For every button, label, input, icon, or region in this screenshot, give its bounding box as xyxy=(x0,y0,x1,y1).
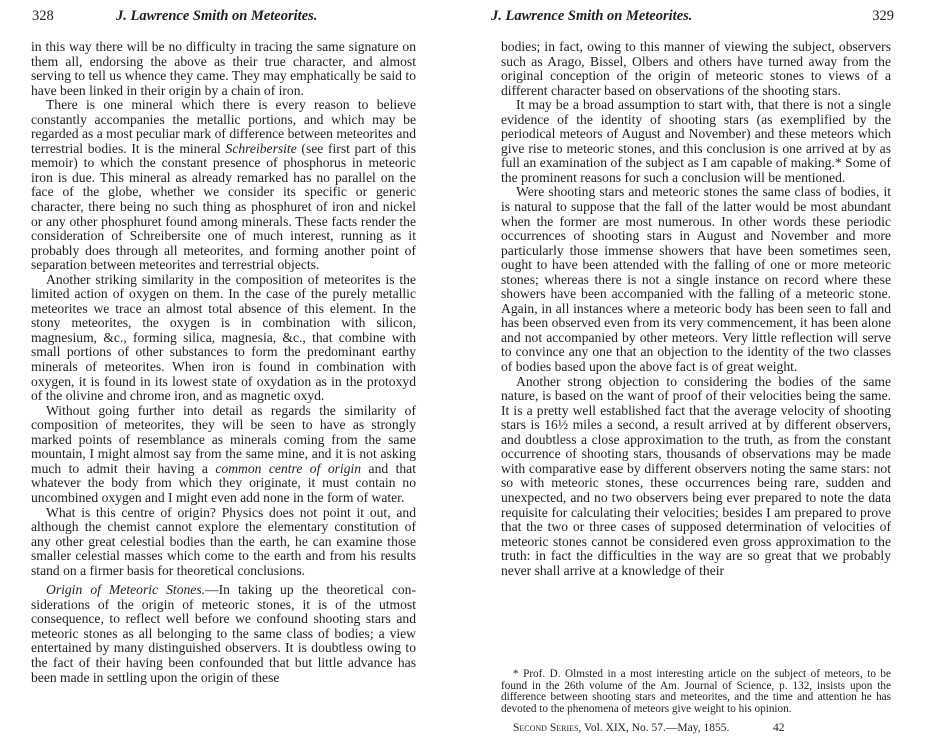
italic-term: common centre of origin xyxy=(215,460,362,476)
paragraph-text: There is one mineral which there is every reason to believe constantly accompanies the metallic portions, and which may be regarded as a most peculiar mark of difference between meteorites and terrestrial bodies. It is the mineral xyxy=(31,97,416,156)
paragraph: Another strong objection to considering the bodies of the same nature, is based on the want of proof of their velocities being the same. It is a pretty well established fact that the average velocity of shooting stars is 16½ miles a second, a result arrived at by different observers, and doubtless a close approximation to the truth, as from the constant occurrence of shooting stars, thousands of observations may be made with comparative ease by different observers noting the same stars: not so with meteoric stones, these occurrences being rare, sudden and unexpected, and no two observers being ever prepared to note the data requisite for calculating their velocities; besides I am prepared to prove that the two or three cases of supposed determination of velocities of meteoric stones cannot be considered even gross approximation to the truth: in fact the difficulties in the way are so great that we probably never shall arrive at a knowledge of their xyxy=(501,373,891,578)
paragraph: It may be a broad assumption to start with, that there is not a single evidence of the identity of shooting stars (as exemplified by the periodical meteors of August and November) and these meteors which give rise to meteoric stones, and this conclusion is one arrived at by as full an examination of the subject as I am capable of making.* Some of the prominent reasons for such a conclusion will be mentioned. xyxy=(501,97,891,185)
paragraph xyxy=(31,98,416,273)
paragraph xyxy=(31,404,416,506)
footnote xyxy=(501,669,891,716)
page-header xyxy=(31,8,416,26)
paragraph: bodies; in fact, owing to this manner of viewing the subject, observers such as Arago, Bissel, Olbers and others have turned away from the original conception of the origin of meteoric stones to views of a different character based on observations of the shooting stars. xyxy=(501,39,891,98)
paragraph: in this way there will be no difficulty in tracing the same signature on them all, endorsing the above as their true character, and almost serving to tell us whence they came. They may emphatically be said to have been linked in their origin by a chain of iron. xyxy=(31,39,416,98)
page-number: 328 xyxy=(32,8,54,24)
italic-term: Schreibersite xyxy=(225,140,297,156)
left-page xyxy=(31,0,416,752)
paragraph-text: Without going further into detail as regards the similarity of composition of meteorites, they will be seen to have as strongly marked points of resemblance as minerals coming from the same mountain, I might almost say from the same mine, and it is not asking much to admit their having a xyxy=(31,402,416,476)
paragraph: What is this centre of origin? Physics does not point it out, and although the chemist cannot explore the elementary constitution of any other great celestial bodies than the earth, he can examine those smaller celestial masses which come to the earth and from his results stand on a firmer basis for theoretical conclusions. xyxy=(31,504,416,578)
paragraph-text: and that whatever the body from which they originate, it must contain no uncombined oxygen and I might even add none in the form of water. xyxy=(31,460,416,505)
paragraph-text: (see first part of this memoir) to which the constant presence of phosphorus in meteoric iron is due. This mineral as already remarked has no parallel on the face of the globe, whether we consider its specific or generic character, there being no such thing as phosphuret of iron and nickel or any other phosphuret found among minerals. These facts render the consideration of Schreibersite one of much interest, running as it probably does through all meteorites, and forming another point of separation between meteorites and terrestrial objects. xyxy=(31,140,416,273)
paragraph: Were shooting stars and meteoric stones the same class of bodies, it is natural to suppose that the fall of the latter would be most abundant when the former are most numerous. In other words these periodic occurrences of shooting stars in August and November and more particularly those immense showers that have been sometimes seen, ought to have been attended with the falling of one or more meteoric stones; whereas there is not a single instance on record where these showers have been accompanied with the falling of a meteoric stone. Again, in all instances where a meteoric body has been seen to fall and has been observed even from its very commencement, it has been alone and not accompanied by other meteors. Very little reflection will serve to convince any one that an objection to the identity of the two classes of bodies based upon the above fact is of great weight. xyxy=(501,184,891,375)
signature-mark: 42 xyxy=(773,722,785,734)
page-body xyxy=(501,40,891,578)
paragraph xyxy=(31,583,416,685)
series-details: , Vol. XIX, No. 57.—May, 1855. xyxy=(578,722,730,734)
running-head: J. Lawrence Smith on Meteorites. xyxy=(116,8,318,24)
page-header xyxy=(491,8,894,26)
footnote-text: * Prof. D. Olmsted in a most interesting article on the subject of meteors, to be found in the 26th volume of the Am. Journal of Science, p. 132, insists upon the difference between shooting stars and meteorites, and the time and attention he has devoted to the phenomena of meteors give weight to his opinion. xyxy=(501,668,891,716)
page-number: 329 xyxy=(872,8,894,24)
section-heading: Origin of Meteoric Stones. xyxy=(46,582,206,598)
series-label: Second Series xyxy=(513,722,579,734)
signature-line xyxy=(513,722,729,734)
running-head: J. Lawrence Smith on Meteorites. xyxy=(491,8,693,24)
page-body xyxy=(31,40,416,685)
paragraph-text: —In taking up the theoretical considerations of the origin of meteoric stones, it is of the utmost consequence, to reflect well before we confound shooting stars and meteoric stones as all belonging to the same class of bodies; a view entertained by many distinguished observers. It is doubtless owing to the fact of their having been confounded that but little advance has been made in settling upon the origin of these xyxy=(31,582,417,685)
paragraph: Another striking similarity in the composition of meteorites is the limited action of oxygen on them. In the case of the purely metallic meteorites we trace an almost total absence of this element. In the stony meteorites, the oxygen is in combination with silicon, magnesium, &c., forming silica, magnesia, &c., that combine with small portions of other substances to form the predominant earthy minerals of meteorites. When iron is found in combination with oxygen, it is found in its lowest state of oxydation as in the protoxyd of the olivine and chrome iron, and as magnetic oxyd. xyxy=(31,271,416,404)
right-page xyxy=(491,0,894,752)
